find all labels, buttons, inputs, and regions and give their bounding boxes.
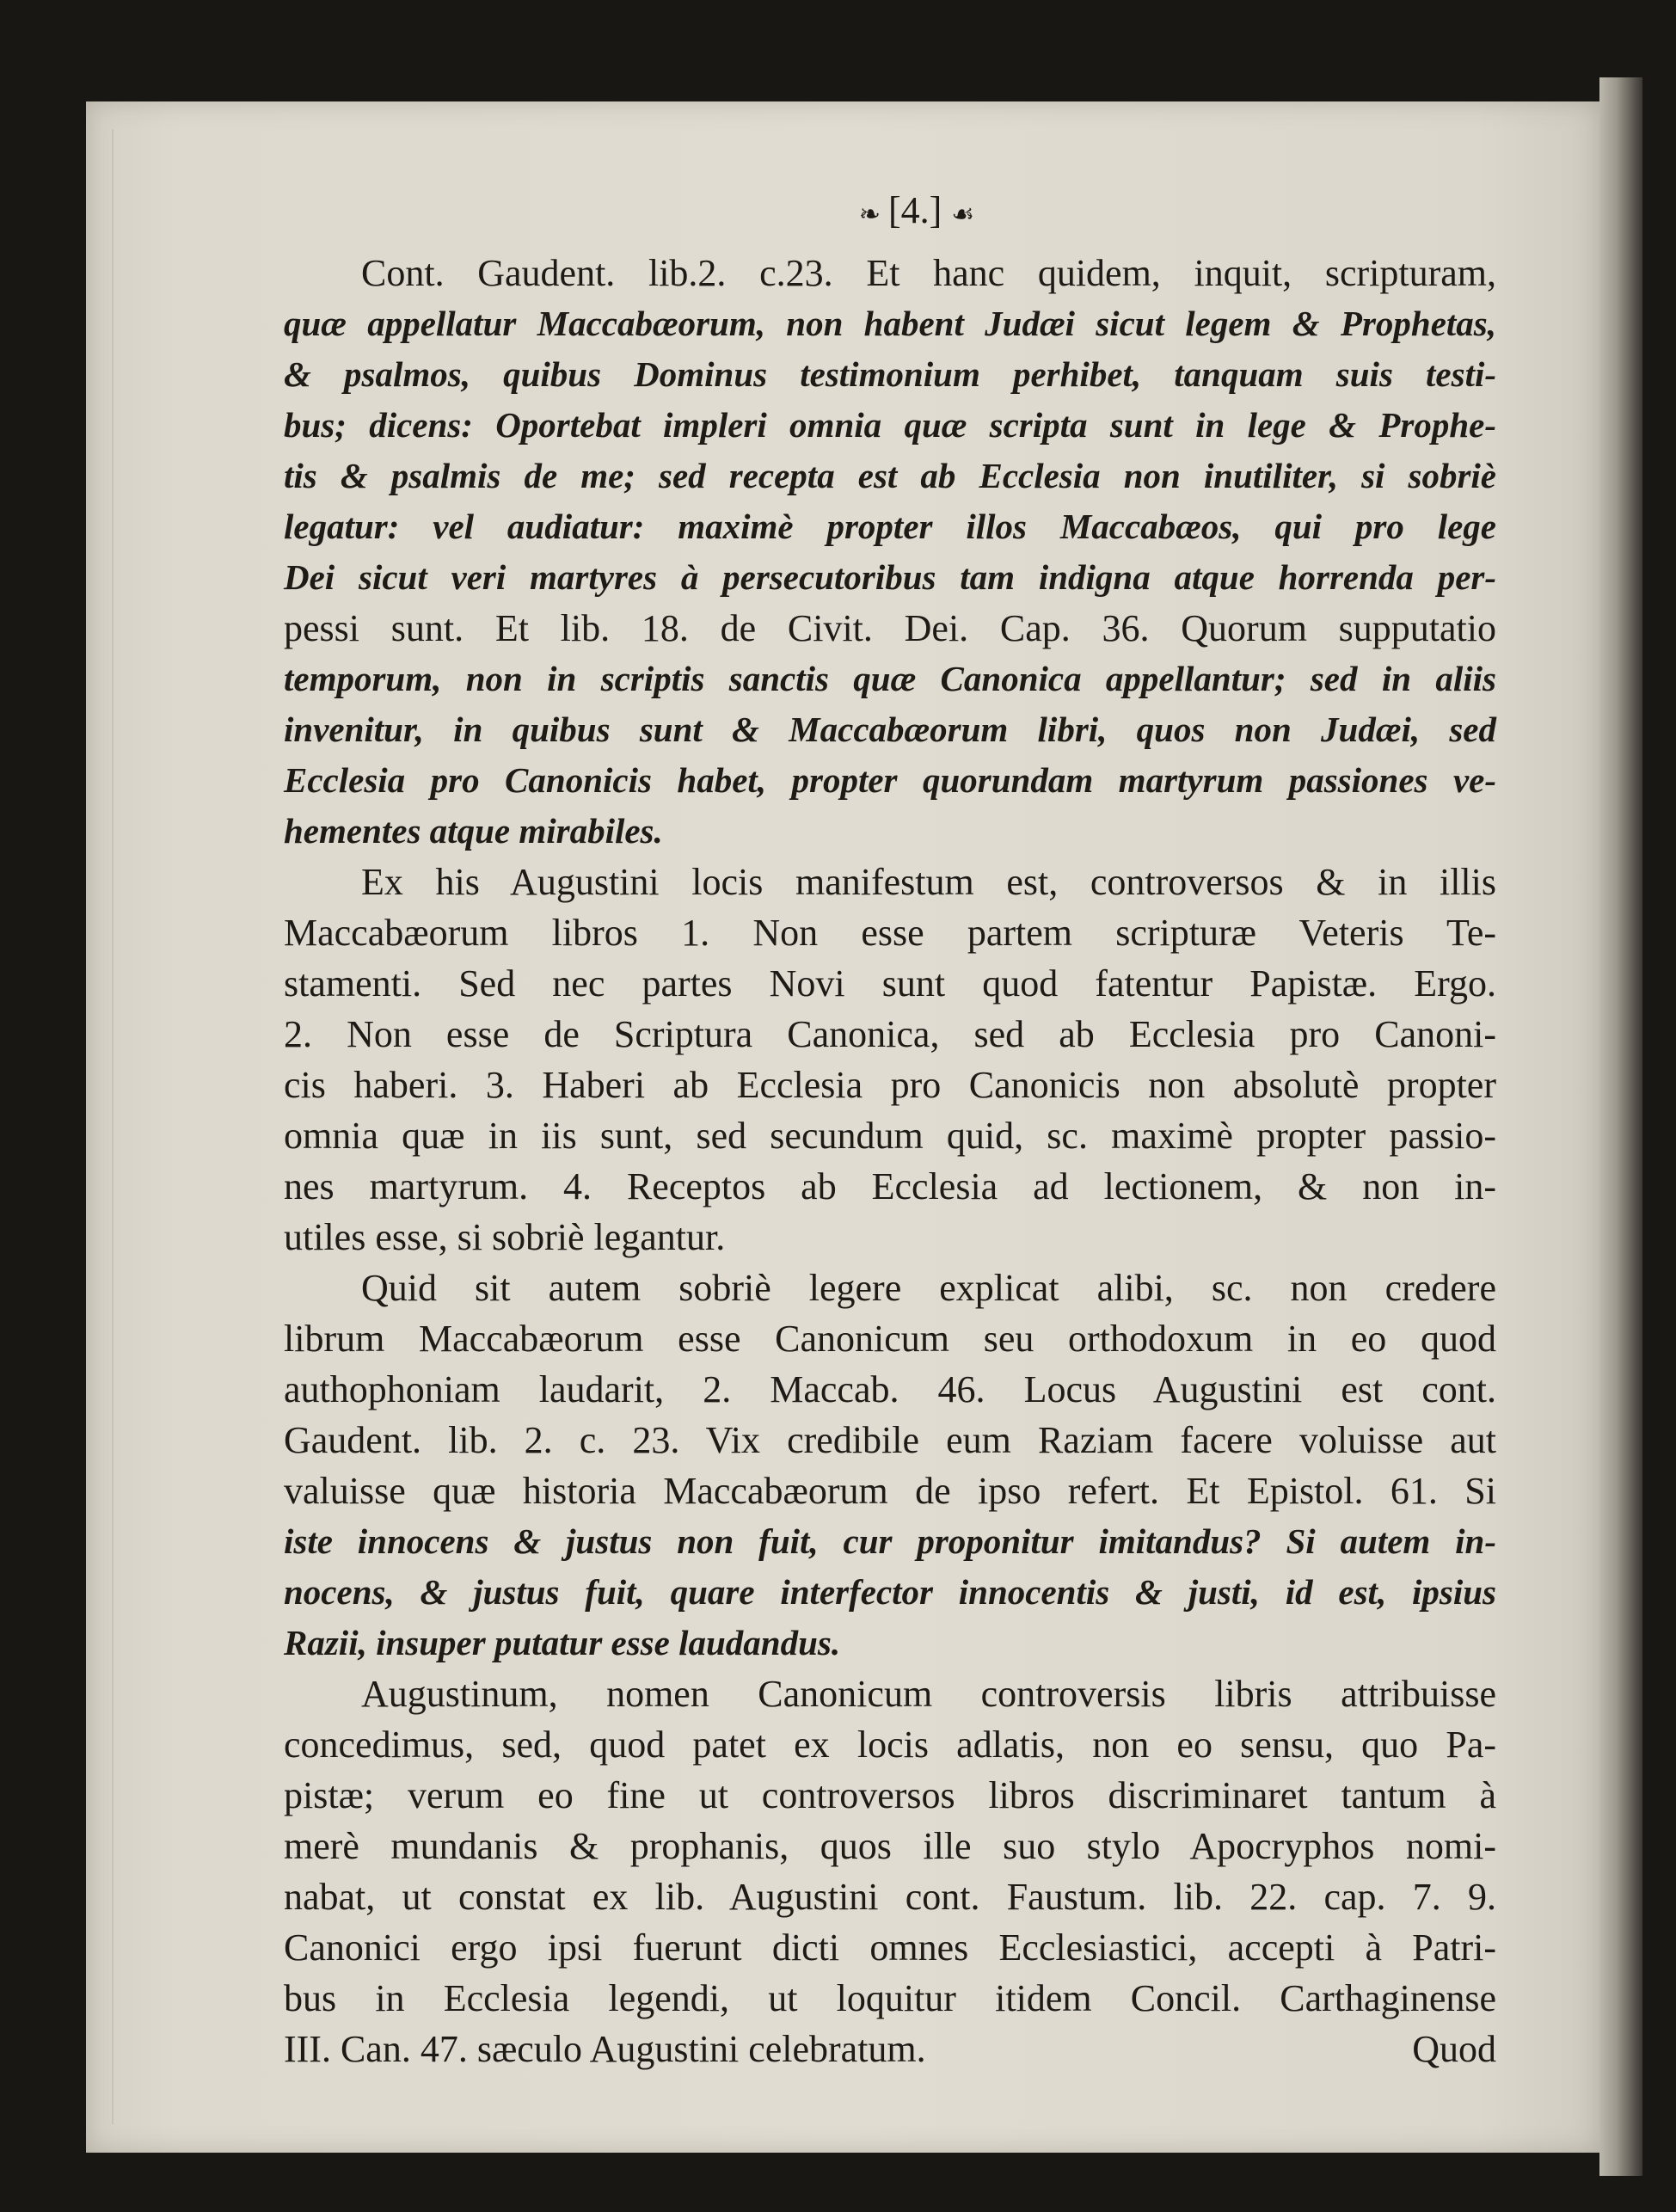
text-line: tis & psalmis de me; sed recepta est ab Ecclesia non inutiliter, si sobriè (284, 456, 1496, 495)
final-line (284, 2024, 1496, 2074)
text-line: cis haberi. 3. Haberi ab Ecclesia pro Canonicis non absolutè propter (284, 1064, 1496, 1106)
page-text (284, 185, 1496, 2074)
text-line: hementes atque mirabiles. (284, 811, 663, 851)
text-line: pessi sunt. Et lib. 18. de Civit. Dei. Cap. 36. Quorum supputatio (284, 607, 1496, 649)
text-line: iste innocens & justus non fuit, cur proponitur imitandus? Si autem in- (284, 1521, 1496, 1561)
text-line: concedimus, sed, quod patet ex locis adlatis, non eo sensu, quo Pa- (284, 1724, 1496, 1766)
text-line: Gaudent. lib. 2. c. 23. Vix credibile eum Raziam facere voluisse aut (284, 1419, 1496, 1461)
text-line: bus in Ecclesia legendi, ut loquitur itidem Concil. Carthaginense (284, 1977, 1496, 2019)
text-line: valuisse quæ historia Maccabæorum de ipso refert. Et Epistol. 61. Si (284, 1470, 1496, 1512)
text-line: librum Maccabæorum esse Canonicum seu orthodoxum in eo quod (284, 1318, 1496, 1360)
text-line: & psalmos, quibus Dominus testimonium perhibet, tanquam suis testi- (284, 354, 1496, 394)
text-lines (284, 248, 1496, 2024)
text-line: merè mundanis & prophanis, quos ille suo stylo Apocryphos nomi- (284, 1825, 1496, 1867)
text-line: utiles esse, si sobriè legantur. (284, 1216, 726, 1258)
text-line: Ecclesia pro Canonicis habet, propter quorundam martyrum passiones ve- (284, 760, 1496, 800)
text-line: authophoniam laudarit, 2. Maccab. 46. Locus Augustini est cont. (284, 1368, 1496, 1410)
header-ornament-left: ❧ (858, 200, 879, 229)
text-line: Augustinum, nomen Canonicum controversis libris attribuisse (361, 1673, 1496, 1715)
text-line: legatur: vel audiatur: maximè propter illos Maccabæos, qui pro lege (284, 507, 1496, 546)
text-line: quæ appellatur Maccabæorum, non habent Judæi sicut legem & Prophetas, (284, 304, 1496, 343)
text-line: Dei sicut veri martyres à persecutoribus tam indigna atque horrenda per- (284, 557, 1496, 597)
text-line: nes martyrum. 4. Receptos ab Ecclesia ad lectionem, & non in- (284, 1165, 1496, 1207)
page-edge (1599, 77, 1642, 2176)
text-line: 2. Non esse de Scriptura Canonica, sed ab Ecclesia pro Canoni- (284, 1013, 1496, 1055)
text-line: nocens, & justus fuit, quare interfector innocentis & justi, id est, ipsius (284, 1572, 1496, 1612)
text-line: omnia quæ in iis sunt, sed secundum quid, sc. maximè propter passio- (284, 1115, 1496, 1157)
text-line: Razii, insuper putatur esse laudandus. (284, 1623, 841, 1662)
header-ornament-right: ☙ (951, 200, 973, 229)
text-line: nabat, ut constat ex lib. Augustini cont. Faustum. lib. 22. cap. 7. 9. (284, 1876, 1496, 1918)
text-line: Maccabæorum libros 1. Non esse partem scripturæ Veteris Te- (284, 912, 1496, 954)
page-header (335, 185, 1496, 241)
text-line: Canonici ergo ipsi fuerunt dicti omnes Ecclesiastici, accepti à Patri- (284, 1926, 1496, 1969)
text-line: Ex his Augustini locis manifestum est, controversos & in illis (361, 861, 1496, 903)
final-line-text: III. Can. 47. sæculo Augustini celebratum. (284, 2028, 926, 2070)
text-line: invenitur, in quibus sunt & Maccabæorum libri, quos non Judæi, sed (284, 710, 1496, 749)
page-number: [4.] (887, 189, 942, 231)
text-line: temporum, non in scriptis sanctis quæ Canonica appellantur; sed in aliis (284, 659, 1496, 698)
text-line: Cont. Gaudent. lib.2. c.23. Et hanc quidem, inquit, scripturam, (361, 252, 1496, 294)
text-line: pistæ; verum eo fine ut controversos libros discriminaret tantum à (284, 1774, 1496, 1816)
catchword: Quod (1412, 2028, 1496, 2070)
page-gutter (112, 129, 148, 2124)
text-line: bus; dicens: Oportebat impleri omnia quæ scripta sunt in lege & Prophe- (284, 405, 1496, 445)
text-line: Quid sit autem sobriè legere explicat alibi, sc. non credere (361, 1267, 1496, 1309)
text-line: stamenti. Sed nec partes Novi sunt quod fatentur Papistæ. Ergo. (284, 962, 1496, 1005)
